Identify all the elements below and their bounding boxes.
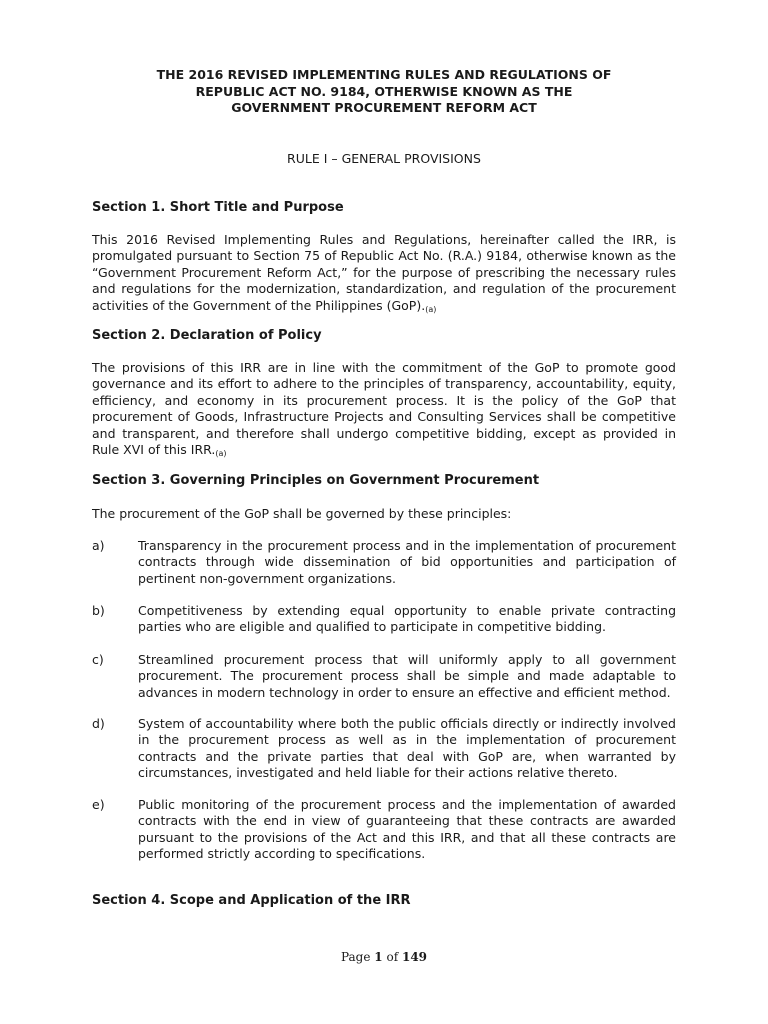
document-title: [92, 67, 676, 117]
principle-text: Transparency in the procurement process and in the implementation of procurement contracts through wide dissemination of bid opportunities and participation of pertinent non-government organizations.: [138, 538, 676, 586]
page-word: Page: [340, 950, 371, 964]
page-footer: [0, 950, 768, 964]
page-number: 1: [374, 950, 383, 964]
section-3-heading: Section 3. Governing Principles on Government Procurement: [92, 473, 540, 488]
principle-label: e): [92, 797, 105, 812]
principle-text: Competitiveness by extending equal opportunity to enable private contracting parties who are eligible and qualified to participate in competitive bidding.: [138, 603, 676, 635]
section-1-text: This 2016 Revised Implementing Rules and Regulations, hereinafter called the IRR, is promulgated pursuant to Section 75 of Republic Act No. (R.A.) 9184, otherwise known as the “Government Procurement Reform Act,” for the purpose of prescribing the necessary rules and regulations for the modernization, standardization, and regulation of the procurement activities of the Government of the Philippines (GoP).: [92, 232, 676, 313]
section-4-heading: Section 4. Scope and Application of the IRR: [92, 893, 411, 908]
principle-label: c): [92, 652, 104, 667]
principle-label: a): [92, 538, 105, 553]
section-3-intro: The procurement of the GoP shall be governed by these principles:: [92, 506, 512, 521]
section-2-heading: Section 2. Declaration of Policy: [92, 328, 322, 343]
principle-label: b): [92, 603, 105, 618]
principle-text: System of accountability where both the public officials directly or indirectly involved in the procurement process as well as in the implementation of procurement contracts and the private parties that deal with GoP are, when warranted by circumstances, investigated and held liable for their actions relative thereto.: [138, 716, 676, 781]
section-2-tag: (a): [215, 449, 227, 459]
of-word: of: [386, 950, 399, 964]
title-line-1: THE 2016 REVISED IMPLEMENTING RULES AND REGULATIONS OF: [156, 67, 612, 82]
title-line-2: REPUBLIC ACT NO. 9184, OTHERWISE KNOWN AS THE: [195, 83, 573, 99]
title-line-3: GOVERNMENT PROCUREMENT REFORM ACT: [231, 100, 537, 115]
page-total: 149: [401, 950, 428, 964]
section-2-body: [92, 360, 676, 462]
rule-heading: RULE I – GENERAL PROVISIONS: [287, 151, 481, 166]
principle-text: Streamlined procurement process that will uniformly apply to all government procurement. The procurement process shall be simple and made adaptable to advances in modern technology in order to ensure an effective and efficient method.: [138, 652, 676, 700]
principle-label: d): [92, 716, 105, 731]
section-1-tag: (a): [425, 304, 437, 314]
section-2-text: The provisions of this IRR are in line with the commitment of the GoP to promote good governance and its effort to adhere to the principles of transparency, accountability, equity, efficiency, and economy in its procurement process. It is the policy of the GoP that procurement of Goods, Infrastructure Projects and Consulting Services shall be competitive and transparent, and therefore shall undergo competitive bidding, except as provided in Rule XVI of this IRR.: [92, 360, 676, 458]
section-1-body: [92, 232, 676, 318]
principle-text: Public monitoring of the procurement process and the implementation of awarded contracts with the end in view of guaranteeing that these contracts are awarded pursuant to the provisions of the Act and this IRR, and that all these contracts are performed strictly according to specifications.: [138, 797, 676, 862]
section-1-heading: Section 1. Short Title and Purpose: [92, 200, 344, 215]
